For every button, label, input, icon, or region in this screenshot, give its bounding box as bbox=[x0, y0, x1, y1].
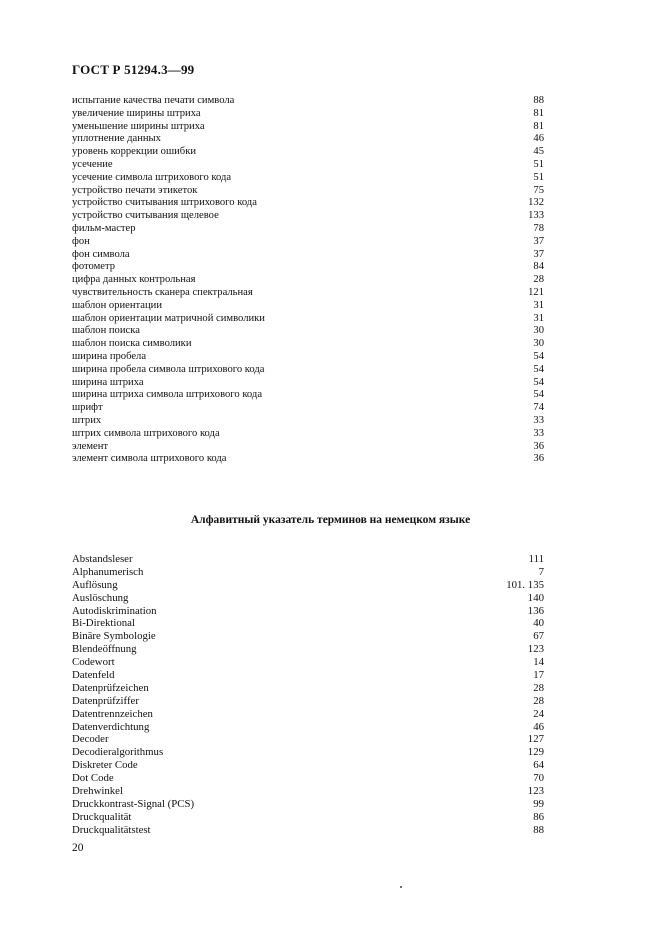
index-entry bbox=[72, 287, 544, 300]
index-term: устройство печати этикеток bbox=[72, 184, 198, 196]
index-term: усечение bbox=[72, 158, 113, 170]
index-entry bbox=[72, 695, 544, 708]
index-entry bbox=[72, 249, 544, 262]
index-term: уплотнение данных bbox=[72, 133, 161, 145]
index-entry bbox=[72, 811, 544, 824]
index-page-ref: 31 bbox=[533, 312, 544, 324]
index-entry bbox=[72, 389, 544, 402]
index-entry bbox=[72, 159, 544, 172]
index-term: Blendeöffnung bbox=[72, 643, 137, 656]
index-entry bbox=[72, 798, 544, 811]
index-page-ref: 54 bbox=[533, 350, 544, 362]
index-page-ref: 64 bbox=[533, 759, 544, 772]
index-page-ref: 81 bbox=[533, 107, 544, 119]
index-page-ref: 36 bbox=[533, 453, 544, 465]
index-page-ref: 51 bbox=[533, 158, 544, 170]
index-entry bbox=[72, 402, 544, 415]
index-term: ширина штриха bbox=[72, 376, 144, 388]
index-page-ref: 70 bbox=[533, 772, 544, 785]
index-page-ref: 24 bbox=[533, 707, 544, 720]
russian-term-index bbox=[72, 95, 544, 466]
index-entry bbox=[72, 223, 544, 236]
index-page-ref: 123 bbox=[527, 785, 544, 798]
index-entry bbox=[72, 785, 544, 798]
index-entry bbox=[72, 325, 544, 338]
index-entry bbox=[72, 133, 544, 146]
index-term: элемент bbox=[72, 440, 109, 452]
index-term: Autodiskrimination bbox=[72, 604, 157, 617]
index-page-ref: 78 bbox=[533, 222, 544, 234]
index-entry bbox=[72, 274, 544, 287]
index-entry bbox=[72, 733, 544, 746]
index-term: уровень коррекции ошибки bbox=[72, 146, 197, 158]
index-entry bbox=[72, 261, 544, 274]
index-term: Datenverdichtung bbox=[72, 720, 150, 733]
index-page-ref: 51 bbox=[533, 171, 544, 183]
index-page-ref: 17 bbox=[533, 669, 544, 682]
index-page-ref: 75 bbox=[533, 184, 544, 196]
index-entry bbox=[72, 824, 544, 837]
index-page-ref: 111 bbox=[528, 553, 544, 565]
scan-artifact-dot bbox=[400, 886, 402, 888]
index-entry bbox=[72, 643, 544, 656]
index-entry bbox=[72, 441, 544, 454]
index-page-ref: 37 bbox=[533, 248, 544, 260]
index-entry bbox=[72, 197, 544, 210]
index-term: Codewort bbox=[72, 656, 115, 669]
index-page-ref: 33 bbox=[533, 427, 544, 439]
index-entry bbox=[72, 592, 544, 605]
index-page-ref: 127 bbox=[527, 733, 544, 746]
index-term: Diskreter Code bbox=[72, 759, 138, 772]
index-term: Datenfeld bbox=[72, 669, 115, 682]
index-term: Decoder bbox=[72, 733, 109, 746]
index-page-ref: 45 bbox=[533, 146, 544, 158]
index-entry bbox=[72, 364, 544, 377]
index-term: Auslöschung bbox=[72, 591, 129, 604]
index-entry bbox=[72, 121, 544, 134]
index-entry bbox=[72, 236, 544, 249]
index-entry bbox=[72, 172, 544, 185]
index-page-ref: 140 bbox=[527, 591, 544, 604]
index-term: устройство считывания штрихового кода bbox=[72, 197, 257, 209]
index-term: штрих bbox=[72, 414, 102, 426]
index-term: элемент символа штрихового кода bbox=[72, 453, 227, 465]
index-page-ref: 129 bbox=[527, 746, 544, 759]
index-term: Druckqualitätstest bbox=[72, 823, 151, 836]
index-page-ref: 37 bbox=[533, 235, 544, 247]
index-entry bbox=[72, 669, 544, 682]
index-entry bbox=[72, 351, 544, 364]
index-term: штрих символа штрихового кода bbox=[72, 427, 220, 439]
index-entry bbox=[72, 617, 544, 630]
index-page-ref: 46 bbox=[533, 720, 544, 733]
index-term: Drehwinkel bbox=[72, 785, 123, 798]
index-term: Auflösung bbox=[72, 578, 118, 591]
index-entry bbox=[72, 630, 544, 643]
german-index-title: Алфавитный указатель терминов на немецком языке bbox=[190, 514, 471, 526]
index-term: Abstandsleser bbox=[72, 553, 133, 565]
index-entry bbox=[72, 428, 544, 441]
index-term: Druckkontrast-Signal (PCS) bbox=[72, 797, 195, 810]
index-entry bbox=[72, 210, 544, 223]
index-page-ref: 121 bbox=[528, 286, 544, 298]
index-page-ref: 67 bbox=[533, 630, 544, 643]
index-entry bbox=[72, 453, 544, 466]
index-entry bbox=[72, 579, 544, 592]
index-term: Dot Code bbox=[72, 772, 114, 785]
index-entry bbox=[72, 95, 544, 108]
index-page-ref: 54 bbox=[533, 363, 544, 375]
index-page-ref: 31 bbox=[533, 299, 544, 311]
index-entry bbox=[72, 300, 544, 313]
index-entry bbox=[72, 338, 544, 351]
index-term: шаблон ориентации bbox=[72, 299, 162, 311]
index-term: Decodieralgorithmus bbox=[72, 746, 164, 759]
index-term: ширина пробела символа штрихового кода bbox=[72, 363, 265, 375]
index-entry bbox=[72, 605, 544, 618]
index-entry bbox=[72, 185, 544, 198]
index-page-ref: 88 bbox=[533, 823, 544, 836]
index-term: фильм-мастер bbox=[72, 222, 136, 234]
index-page-ref: 28 bbox=[533, 274, 544, 286]
index-entry bbox=[72, 566, 544, 579]
index-page-ref: 46 bbox=[533, 133, 544, 145]
index-entry bbox=[72, 415, 544, 428]
german-term-index bbox=[72, 553, 544, 837]
index-page-ref: 123 bbox=[527, 643, 544, 656]
index-page-ref: 28 bbox=[533, 681, 544, 694]
index-entry bbox=[72, 759, 544, 772]
index-term: увеличение ширины штриха bbox=[72, 107, 201, 119]
index-page-ref: 54 bbox=[533, 389, 544, 401]
index-term: устройство считывания щелевое bbox=[72, 210, 219, 222]
index-entry bbox=[72, 721, 544, 734]
index-entry bbox=[72, 313, 544, 326]
index-page-ref: 28 bbox=[533, 694, 544, 707]
index-entry bbox=[72, 553, 544, 566]
index-page-ref: 136 bbox=[527, 604, 544, 617]
index-term: Datenprüfziffer bbox=[72, 694, 139, 707]
index-term: фон bbox=[72, 235, 90, 247]
index-term: Datentrennzeichen bbox=[72, 707, 153, 720]
index-page-ref: 88 bbox=[533, 95, 544, 106]
index-term: фотометр bbox=[72, 261, 116, 273]
index-term: шаблон ориентации матричной символики bbox=[72, 312, 265, 324]
index-entry bbox=[72, 708, 544, 721]
index-page-ref: 30 bbox=[533, 325, 544, 337]
index-entry bbox=[72, 772, 544, 785]
index-page-ref: 86 bbox=[533, 810, 544, 823]
index-term: Bi-Direktional bbox=[72, 617, 135, 630]
index-term: испытание качества печати символа bbox=[72, 95, 235, 106]
index-page-ref: 7 bbox=[538, 565, 544, 578]
index-term: усечение символа штрихового кода bbox=[72, 171, 232, 183]
index-entry bbox=[72, 108, 544, 121]
index-term: шаблон поиска bbox=[72, 325, 140, 337]
index-entry bbox=[72, 146, 544, 159]
index-page-ref: 36 bbox=[533, 440, 544, 452]
index-entry bbox=[72, 682, 544, 695]
index-page-ref: 132 bbox=[528, 197, 544, 209]
index-term: чувствительность сканера спектральная bbox=[72, 286, 253, 298]
index-term: цифра данных контрольная bbox=[72, 274, 196, 286]
index-entry bbox=[72, 746, 544, 759]
index-page-ref: 40 bbox=[533, 617, 544, 630]
index-page-ref: 33 bbox=[533, 414, 544, 426]
index-page-ref: 54 bbox=[533, 376, 544, 388]
index-term: Datenprüfzeichen bbox=[72, 681, 149, 694]
index-page-ref: 101. 135 bbox=[506, 578, 544, 591]
page-number: 20 bbox=[72, 842, 84, 854]
index-term: шаблон поиска символики bbox=[72, 338, 192, 350]
index-page-ref: 133 bbox=[528, 210, 544, 222]
index-page-ref: 81 bbox=[533, 120, 544, 132]
index-page-ref: 99 bbox=[533, 797, 544, 810]
index-term: Druckqualität bbox=[72, 810, 132, 823]
document-header: ГОСТ Р 51294.3—99 bbox=[72, 62, 195, 77]
index-entry bbox=[72, 656, 544, 669]
index-page-ref: 74 bbox=[533, 402, 544, 414]
index-entry bbox=[72, 377, 544, 390]
index-page-ref: 14 bbox=[533, 656, 544, 669]
index-term: шрифт bbox=[72, 402, 103, 414]
index-page-ref: 84 bbox=[533, 261, 544, 273]
index-term: фон символа bbox=[72, 248, 130, 260]
index-term: ширина штриха символа штрихового кода bbox=[72, 389, 263, 401]
index-term: ширина пробела bbox=[72, 350, 147, 362]
index-term: Alphanumerisch bbox=[72, 565, 144, 578]
index-page-ref: 30 bbox=[533, 338, 544, 350]
index-term: Binäre Symbologie bbox=[72, 630, 156, 643]
index-term: уменьшение ширины штриха bbox=[72, 120, 205, 132]
